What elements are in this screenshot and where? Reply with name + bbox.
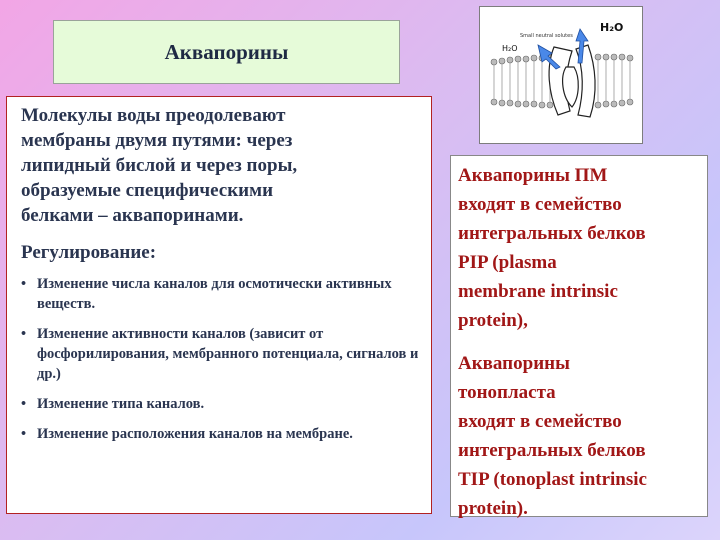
title-text: Аквапорины: [164, 39, 289, 64]
regulation-heading: Регулирование:: [21, 242, 157, 263]
small-solutes-label: Small neutral solutes: [520, 33, 573, 39]
slide-title: [53, 20, 400, 84]
bullet-item: [21, 394, 421, 414]
bullet-dot-icon: •: [21, 276, 27, 292]
bullet-dot-icon: •: [21, 426, 27, 442]
bullet-dot-icon: •: [21, 326, 27, 342]
bullet-text: Изменение типа каналов.: [37, 396, 205, 412]
membrane-diagram-icon: [480, 7, 642, 143]
bullet-item: [21, 274, 421, 314]
bullet-item: [21, 424, 421, 444]
bullet-item: [21, 324, 421, 384]
pip-paragraph: Аквапорины ПМ входят в семейство интегральных белков PIP (plasma membrane intrinsic protein),: [458, 165, 646, 331]
left-text-box: [6, 96, 432, 514]
h2o-top-label: H₂O: [600, 21, 624, 34]
intro-paragraph: Молекулы воды преодолевают мембраны двумя путями: через липидный бислой и через поры, образуемые специфическими белками – аквапоринами.: [21, 105, 298, 226]
right-text-box: [450, 155, 708, 517]
bullet-dot-icon: •: [21, 396, 27, 412]
aquaporin-membrane-figure: [479, 6, 643, 144]
bullet-text: Изменение расположения каналов на мембране.: [37, 426, 353, 442]
bullet-text: Изменение числа каналов для осмотически активных веществ.: [37, 276, 392, 312]
bullet-text: Изменение активности каналов (зависит от фосфорилирования, мембранного потенциала, сигналов и др.): [37, 326, 419, 382]
h2o-left-label: H₂O: [502, 44, 518, 53]
tip-paragraph: Аквапорины тонопласта входят в семейство интегральных белков TIP (tonoplast intrinsic protein).: [458, 353, 647, 519]
